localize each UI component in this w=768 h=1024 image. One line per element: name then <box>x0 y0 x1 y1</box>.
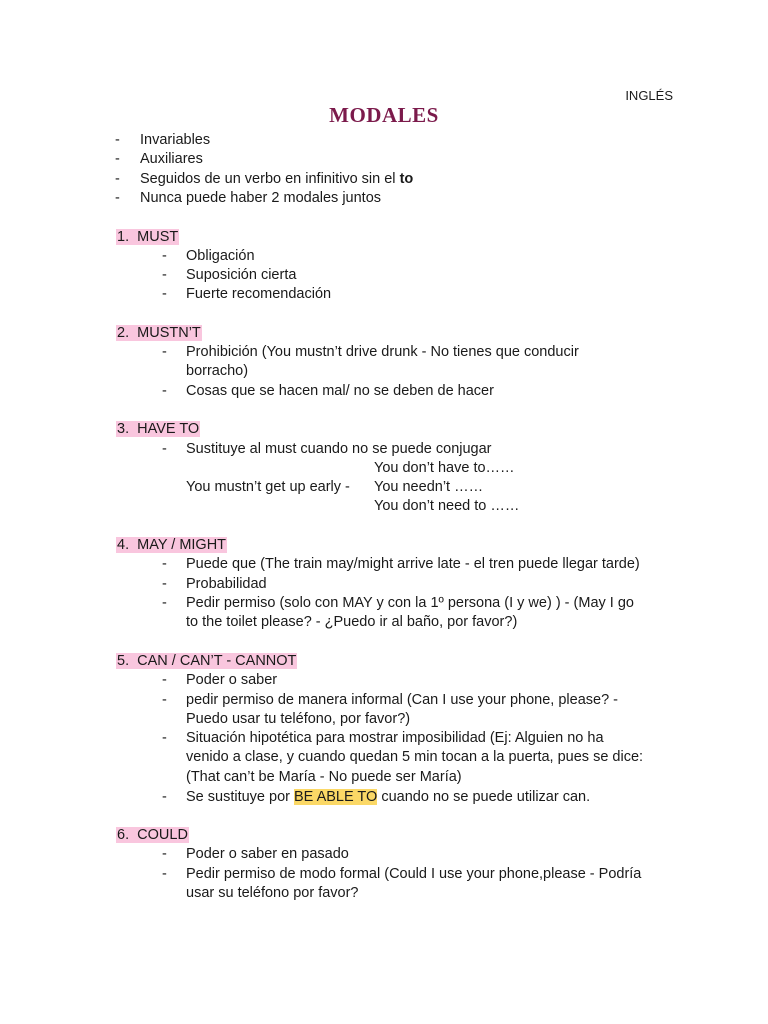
list-item: Poder o saber <box>186 672 278 688</box>
bullet-dash: - <box>162 556 167 572</box>
bullet-dash: - <box>162 866 167 882</box>
intro-item: Invariables <box>140 132 211 148</box>
list-item-continuation: usar su teléfono por favor? <box>186 885 359 901</box>
bullet-dash: - <box>162 595 167 611</box>
bullet-dash: - <box>162 383 167 399</box>
highlighted-phrase: BE ABLE TO <box>294 789 378 805</box>
list-item-continuation: to the toilet please? - ¿Puedo ir al baño, por favor?) <box>186 614 518 630</box>
list-item: Probabilidad <box>186 576 267 592</box>
example-option: You don’t have to…… <box>374 460 515 476</box>
list-item-continuation: (That can’t be María - No puede ser María) <box>186 769 462 785</box>
section-heading: 3. HAVE TO <box>117 421 200 437</box>
list-item: Poder o saber en pasado <box>186 846 349 862</box>
intro-item: Auxiliares <box>140 151 203 167</box>
list-item: Obligación <box>186 248 255 264</box>
section-heading: 2. MUSTN’T <box>117 325 201 341</box>
bullet-dash: - <box>115 171 120 187</box>
list-item: Pedir permiso de modo formal (Could I use your phone,please - Podría <box>186 866 642 882</box>
bullet-dash: - <box>162 672 167 688</box>
bullet-dash: - <box>162 692 167 708</box>
page-title: MODALES <box>329 103 439 127</box>
bullet-dash: - <box>162 576 167 592</box>
list-item-continuation: borracho) <box>186 363 249 379</box>
section-heading: 1. MUST <box>117 229 179 245</box>
list-item-continuation: venido a clase, y cuando quedan 5 min tocan a la puerta, pues se dice: <box>186 749 644 765</box>
intro-item: Seguidos de un verbo en infinitivo sin el to <box>140 171 414 187</box>
subject-label: INGLÉS <box>625 88 673 103</box>
list-item: Pedir permiso (solo con MAY y con la 1º persona (I y we) ) - (May I go <box>186 595 634 611</box>
example-option: You needn’t …… <box>374 479 484 495</box>
example-sentence: You mustn’t get up early - <box>186 479 350 495</box>
list-item: Se sustituye por BE ABLE TO cuando no se puede utilizar can. <box>186 789 591 805</box>
list-item-continuation: Puedo usar tu teléfono, por favor?) <box>186 711 411 727</box>
section-heading: 5. CAN / CAN’T - CANNOT <box>117 653 297 669</box>
bullet-dash: - <box>115 151 120 167</box>
bullet-dash: - <box>115 190 120 206</box>
list-item: Situación hipotética para mostrar imposibilidad (Ej: Alguien no ha <box>186 730 604 746</box>
list-item: Sustituye al must cuando no se puede conjugar <box>186 441 492 457</box>
list-item: Suposición cierta <box>186 267 297 283</box>
list-item: Prohibición (You mustn’t drive drunk - No tienes que conducir <box>186 344 579 360</box>
bullet-dash: - <box>162 344 167 360</box>
section-heading: 6. COULD <box>117 827 188 843</box>
bullet-dash: - <box>115 132 120 148</box>
intro-item: Nunca puede haber 2 modales juntos <box>140 190 382 206</box>
list-item: Cosas que se hacen mal/ no se deben de hacer <box>186 383 494 399</box>
list-item: Puede que (The train may/might arrive late - el tren puede llegar tarde) <box>186 556 640 572</box>
list-item: Fuerte recomendación <box>186 286 332 302</box>
example-option: You don’t need to …… <box>374 498 520 514</box>
bullet-dash: - <box>162 789 167 805</box>
bold-keyword: to <box>399 171 414 187</box>
bullet-dash: - <box>162 730 167 746</box>
section-heading: 4. MAY / MIGHT <box>117 537 227 553</box>
bullet-dash: - <box>162 286 167 302</box>
bullet-dash: - <box>162 441 167 457</box>
list-item: pedir permiso de manera informal (Can I use your phone, please? - <box>186 692 619 708</box>
bullet-dash: - <box>162 248 167 264</box>
bullet-dash: - <box>162 267 167 283</box>
bullet-dash: - <box>162 846 167 862</box>
